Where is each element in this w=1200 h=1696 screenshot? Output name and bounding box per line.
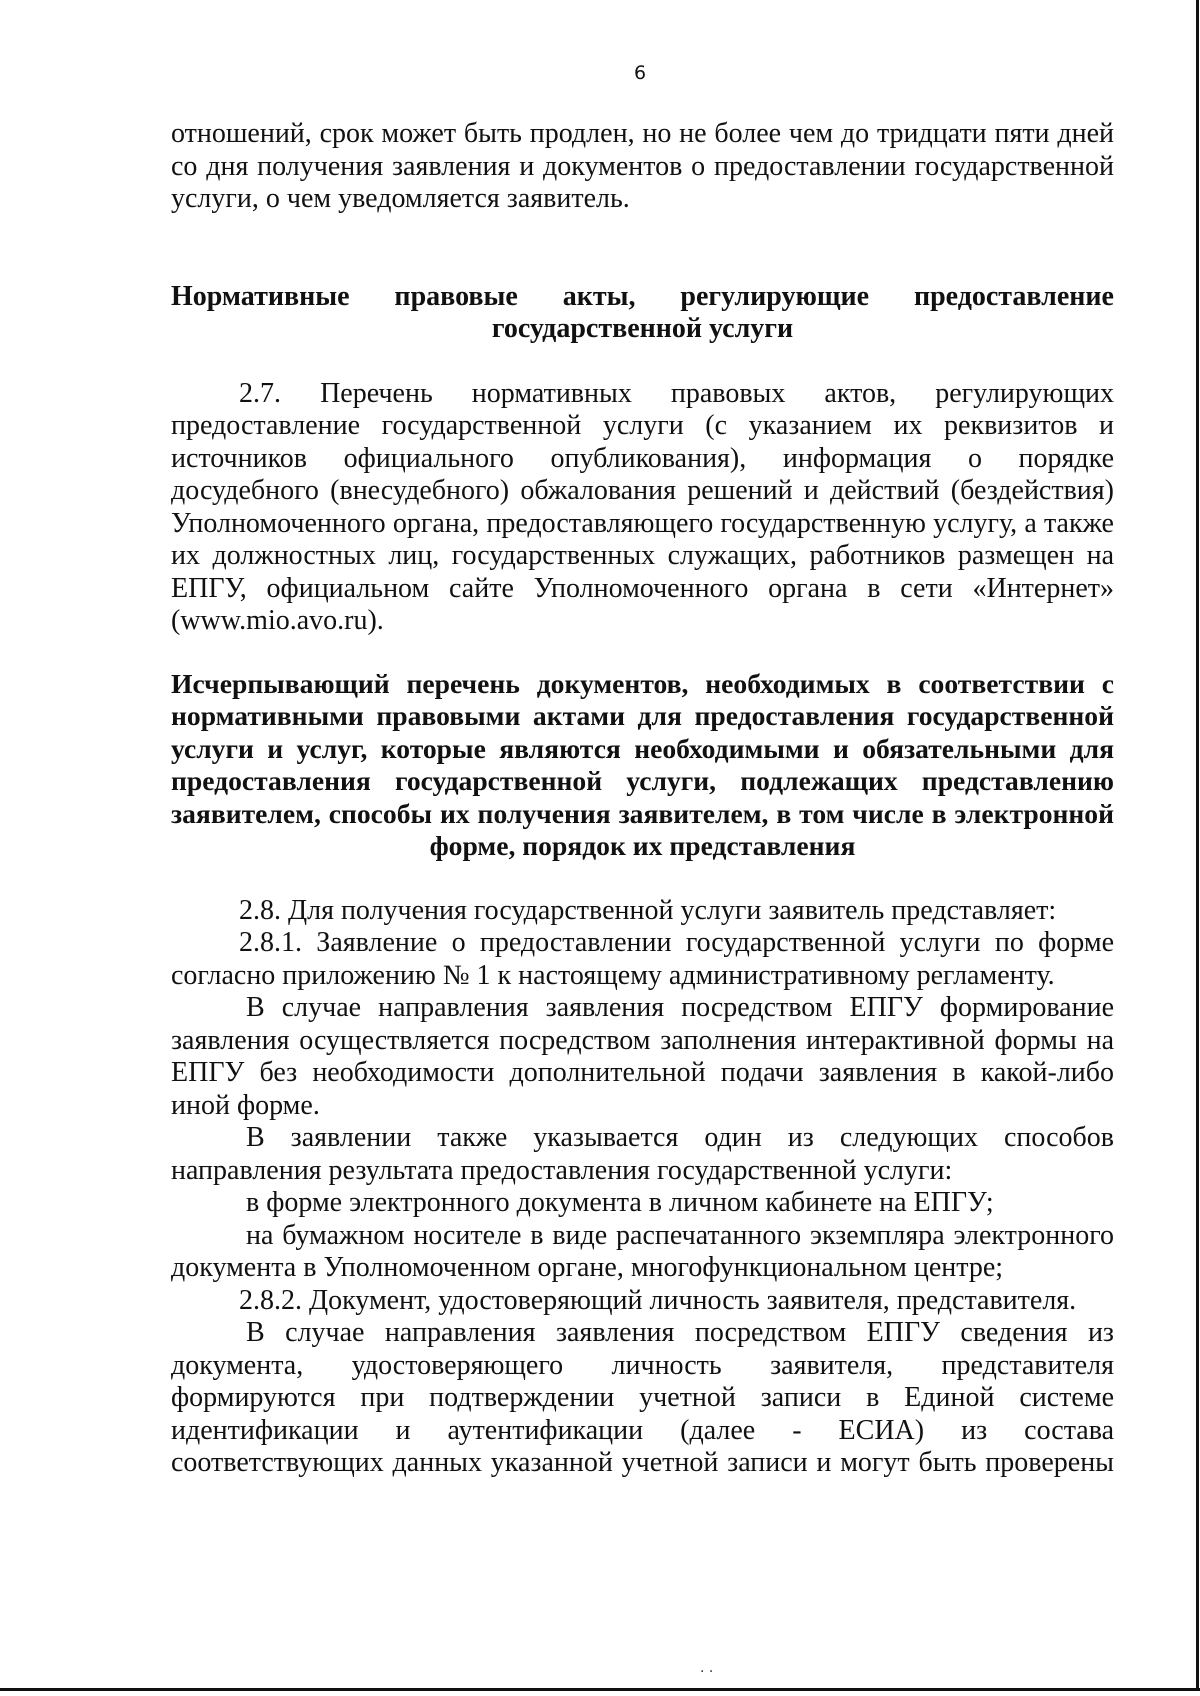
paragraph-esia: В случае направления заявления посредством ЕПГУ сведения из документа, удостоверяющего личность заявителя, представителя формируются при подтверждении учетной записи в Единой системе идентификации и аутентификации (далее - ЕСИА) из состава соответствующих данных указанной учетной записи и могут быть проверены <box>171 1317 1114 1478</box>
paragraph-result-method: В заявлении также указывается один из следующих способов направления результата предоставления государственной услуги: <box>171 1122 1114 1186</box>
paragraph-2-8-1: 2.8.1. Заявление о предоставлении государственной услуги по форме согласно приложению № 1 к настоящему административному регламенту. <box>171 927 1114 991</box>
scan-bottom-edge <box>0 1688 1200 1691</box>
paragraph-electronic-option: в форме электронного документа в личном кабинете на ЕПГУ; <box>246 1187 994 1218</box>
document-body <box>171 118 1114 1480</box>
paragraph-paper-option: на бумажном носителе в виде распечатанного экземпляра электронного документа в Уполномоченном органе, многофункциональном центре; <box>171 1219 1114 1283</box>
page-number: 6 <box>633 62 647 84</box>
scan-artifact: · · <box>700 1664 714 1680</box>
paragraph-epgu-form: В случае направления заявления посредством ЕПГУ формирование заявления осуществляется посредством заполнения интерактивной формы на ЕПГУ без необходимости дополнительной подачи заявления в какой-либо иной форме. <box>171 992 1114 1121</box>
paragraph-2-8-2: 2.8.2. Документ, удостоверяющий личность заявителя, представителя. <box>239 1284 1077 1316</box>
paragraph-2-8: 2.8. Для получения государственной услуги заявитель представляет: <box>239 894 1057 926</box>
paragraph-2-7: 2.7. Перечень нормативных правовых актов, регулирующих предоставление государственной услуги (с указанием их реквизитов и источников официального опубликования), информация о порядке досудебного (внесудебного) обжалования решений и действий (бездействия) Уполномоченного органа, предоставляющего государственную услугу, а также их должностных лиц, государственных служащих, работников размещен на ЕПГУ, официальном сайте Уполномоченного органа в сети «Интернет» (www.mio.avo.ru). <box>171 377 1114 636</box>
paragraph-continuation: отношений, срок может быть продлен, но не более чем до тридцати пяти дней со дня получения заявления и документов о предоставлении государственной услуги, о чем уведомляется заявитель. <box>171 118 1114 214</box>
section-heading-documents-list: Исчерпывающий перечень документов, необходимых в соответствии с нормативными правовыми актами для предоставления государственной услуги и услуг, которые являются необходимыми и обязательными для предоставления государственной услуги, подлежащих представлению заявителем, способы их получения заявителем, в том числе в электронной форме, порядок их представления <box>171 667 1114 861</box>
section-heading-normative-acts: Нормативные правовые акты, регулирующие предоставление государственной услуги <box>171 280 1114 344</box>
scan-right-edge <box>1196 0 1199 1691</box>
